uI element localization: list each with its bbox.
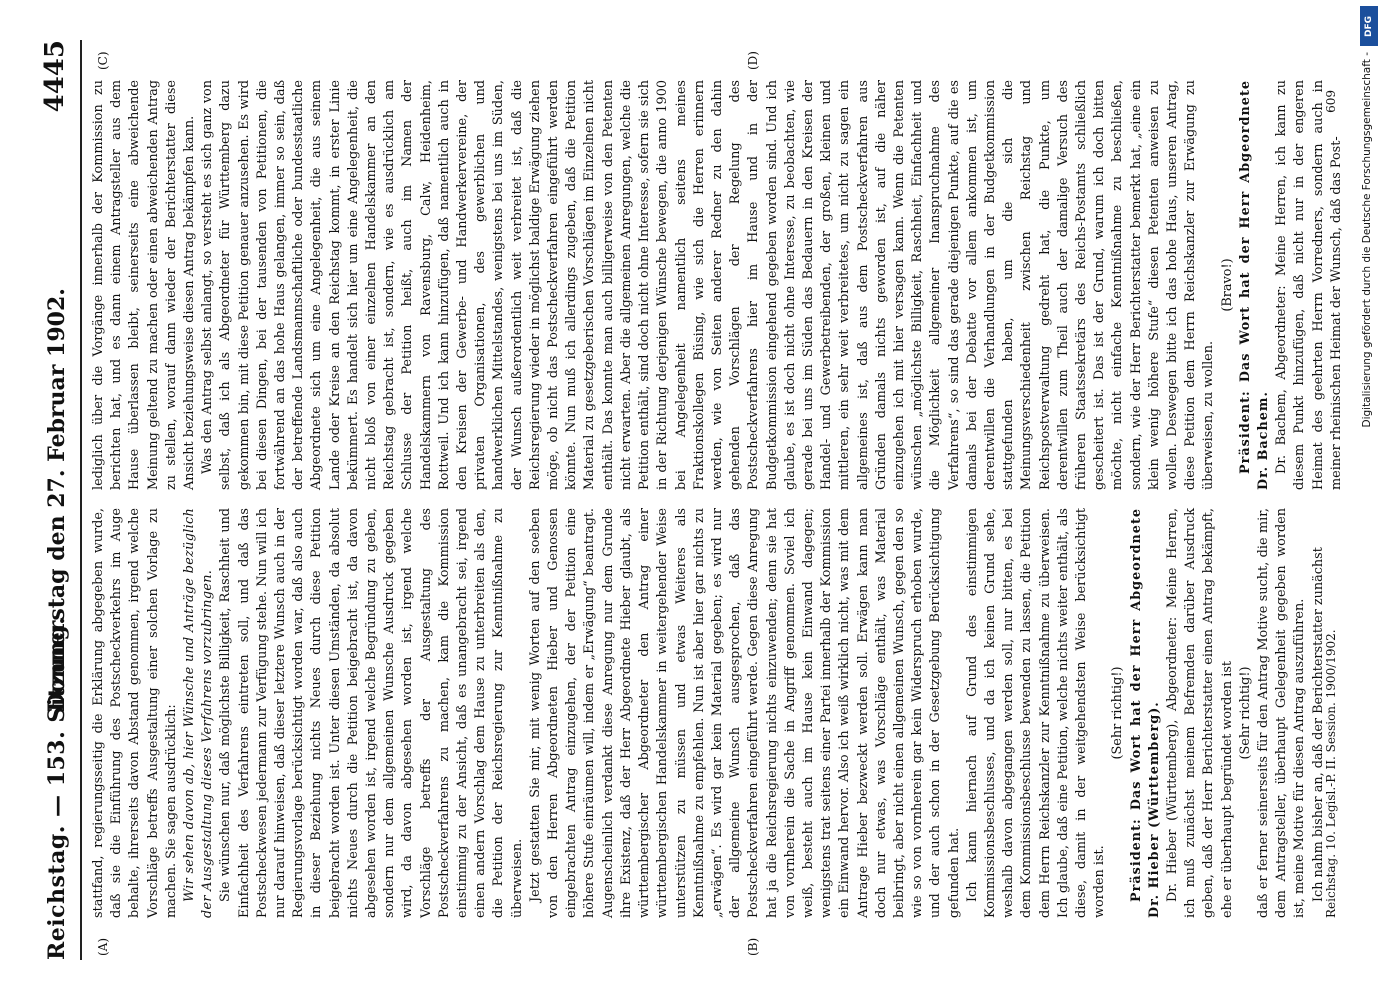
paragraph: Dr. Hieber (Württemberg), Abgeordneter: Meine Herren, ich muß zunächst meinem Befremden darüber Ausdruck geben, daß der Herr Berichterstatter einen Antrag bekämpft, ehe er überhaupt begründet worden ist	[1164, 508, 1235, 918]
paragraph: Ich kann hiernach auf Grund des einstimmigen Kommissionsbeschlusses, und da ich keinen Grund sehe, weshalb davon abgegangen werden soll, nur bitten, es bei dem Kommissionsbeschlusse bewenden zu lassen, die Petition dem Herrn Reichskanzler zur Kenntnißnahme zu überweisen. Ich glaube, daß eine Petition, welche nichts weiter enthält, als diese, damit in der weitgehendsten Weise berücksichtigt worden ist.	[964, 508, 1108, 918]
speaker-line: Präsident: Das Wort hat der Herr Abgeordnete Dr. Bachem.	[1237, 80, 1271, 490]
interjection: (Sehr richtig!)	[1110, 666, 1126, 760]
interjection: (Bravo!)	[1219, 258, 1235, 312]
credit-text: Digitalisierung gefördert durch die Deutsche Forschungsgemeinschaft -	[1361, 52, 1373, 428]
footer-page-number: 609	[1324, 90, 1338, 113]
paragraph: Jetzt gestatten Sie mir, mit wenig Worten auf den soeben von den Herren Abgeordneten Hieber und Genossen eingebrachten Antrag einzugehen, der der Petition eine höhere Stufe einräumen will, indem er „Erwägung“ beantragt. Augenscheinlich verdankt diese Anregung nur dem Grunde ihre Existenz, daß der Herr Abgeordnete Hieber glaubt, als württembergischer Abgeordneter den Antrag einer württembergischen Handelskammer in weitergehender Weise unterstützen zu müssen und etwas Weiteres als Kenntnißnahme zu empfehlen. Nun ist aber hier gar nichts zu „erwägen“. Es wird gar kein Material gegeben; es wird nur der allgemeine Wunsch ausgesprochen, daß das Postscheckverfahren eingeführt werde. Gegen diese Anregung hat ja die Reichsregierung nichts einzuwenden; denn sie hat von vornherein die Sache in Angriff genommen. Soviel ich weiß, besteht auch im Hause kein Einwand dagegen; wenigstens trat seitens einer Partei innerhalb der Kommission ein Einwand hervor. Also ich weiß wirklich nicht, was mit dem Antrage Hieber bezweckt werden soll. Erwägen kann man doch nur etwas, was Vorschläge enthält, was Material beibringt, aber nicht einen allgemeinen Wunsch, gegen den so wie so von vornherein gar kein Widerspruch erhoben wurde, und der auch schon in der Gesetzgebung Berücksichtigung gefunden hat.	[527, 508, 962, 918]
rotated-page	[36, 30, 1346, 970]
header-left: Reichstag. — 153. Sitzung.	[44, 616, 70, 960]
paragraph: daß er ferner seinerseits für den Antrag Motive sucht, die mir, dem Antragsteller, überhaupt Gelegenheit gegeben worden ist, meine Motive für diesen Antrag auszuführen.	[1256, 508, 1308, 918]
left-column	[90, 508, 1326, 918]
interjection: (Sehr richtig!)	[1237, 666, 1253, 760]
marker-d: (D)	[746, 51, 760, 70]
marker-a: (A)	[96, 937, 110, 956]
speaker-line: Präsident: Das Wort hat der Herr Abgeordnete Dr. Hieber (Württemberg).	[1128, 508, 1162, 918]
dfg-logo-icon: DFG	[1360, 6, 1378, 46]
digitization-credit	[1357, 0, 1381, 1000]
header-date: Donnerstag den 27. Februar 1902.	[44, 288, 70, 712]
paragraph: Was den Antrag selbst anlangt, so versteht es sich ganz von selbst, daß ich als Abgeordneter für Württemberg dazu gekommen bin, mit diese Petition genauer anzusehen. Es wird bei diesen Dingen, bei der tausenden von Petitionen, die fortwährend an das hohe Haus gelangen, immer so sein, daß der betreffende Landsmannschaftliche oder bundesstaatliche Abgeordnete sich um eine Angelegenheit, die aus seinem Lande oder Kreise an den Reichstag kommt, in erster Linie bekümmert. Es handelt sich hier um eine Angelegenheit, die nicht bloß von einer einzelnen Handelskammer an den Reichstag gebracht ist, sondern, wie es ausdrücklich am Schlusse der Petition heißt, auch im Namen der Handelskammern von Ravensburg, Calw, Heidenheim, Rottweil. Und ich kann hinzufügen, daß namentlich auch in den Kreisen der Gewerbe- und Handwerkervereine, der privaten Organisationen, des gewerblichen und handwerklichen Mittelstandes, wenigstens bei uns im Süden, der Wunsch außerordentlich weit verbreitet ist, daß die Reichsregierung wieder in möglichst baldige Erwägung ziehen möge, ob nicht das Postscheckverfahren eingeführt werden könnte. Nun muß ich allerdings zugeben, daß die Petition Material zu gesetzgeberischen Vorschlägen im Einzelnen nicht enthält. Das konnte man auch billigerweise von den Petenten nicht erwarten. Aber die allgemeinen Anregungen, welche die Petition enthält, sind doch nicht ohne Interesse, sofern sie sich in der Richtung derjenigen Wünsche bewegen, die anno 1900 bei Angelegenheit namentlich seitens meines Fraktionskollegen Büsing, wie sich die Herren erinnern werden, wie von Seiten anderer Redner zu den dahin gehenden Vorschlägen der Regelung des Postscheckverfahrens hier im Hause und in der Budgetkommission eingehend gegeben worden sind. Und ich glaube, es ist doch nicht ohne Interesse, zu beobachten, wie gerade bei uns im Süden das Bedauern in den Kreisen der Handel- und Gewerbetreibenden, der großen, kleinen und mittleren, ein sehr weit verbreitetes, um nicht zu sagen ein allgemeines ist, daß aus dem Postscheckverfahren aus Gründen damals nichts geworden ist, auf die näher einzugehen ich mit hier versagen kann. Wenn die Petenten wünschen „möglichste Billigkeit, Raschheit, Einfachheit und die Möglichkeit allgemeiner Inanspruchnahme des Verfahrens“, so sind das gerade diejenigen Punkte, auf die es damals bei der Debatte vor allem ankommen ist, um derentwillen die Verhandlungen in der Budgetkommission stattgefunden haben, um die sich die Meinungsverschiedenheit zwischen Reichstag und Reichspostverwaltung gedreht hat, die Punkte, um derentwillen zum Theil auch der damalige Versuch des früheren Staatssekretärs des Reichs-Postamts schließlich gescheitert ist. Das ist der Grund, warum ich doch bitten möchte, nicht einfache Kenntnißnahme zu beschließen, sondern, wie der Herr Berichterstatter bemerkt hat, „eine ein klein wenig höhere Stufe“ diesen Petenten anweisen zu wollen. Deswegen bitte ich das hohe Haus, unseren Antrag, diese Petition dem Herrn Reichskanzler zur Erwägung zu überweisen, zu wollen.	[200, 80, 1217, 490]
marker-b: (B)	[746, 937, 760, 956]
paragraph: Ich nahm bisher an, daß der Berichterstatter zunächst	[1310, 547, 1326, 902]
marker-c: (C)	[96, 51, 110, 70]
footer-citation: Reichstag. 10. Legisl.-P. II. Session. 1900/1902.	[1324, 629, 1338, 918]
quoted-paragraph: Wir sehen davon ab, hier Wünsche und Anträge bezüglich der Ausgestaltung dieses Verfahrens vorzubringen.	[182, 508, 216, 918]
paragraph: lediglich über die Vorgänge innerhalb der Kommission zu berichten hat, und es dann einem Antragsteller aus dem Hause überlassen bleibt, seinerseits eine abweichende Meinung geltend zu machen oder einen abweichenden Antrag zu stellen, worauf dann wieder der Berichterstatter diese Ansicht beziehungsweise diesen Antrag bekämpfen kann.	[91, 80, 198, 490]
paragraph: Sie wünschen nur, daß möglichste Billigkeit, Raschheit und Einfachheit des Verfahrens eintreten soll, und daß das Postscheckwesen jedermann zur Verfügung stehe. Nun will ich nur darauf hinweisen, daß dieser letztere Wunsch auch in der Regierungsvorlage berücksichtigt worden war, daß also auch in dieser Beziehung nichts Neues durch diese Petition beigebracht worden ist. Unter diesen Umständen, da absolut nichts Neues durch die Petition beigebracht ist, da davon abgesehen worden ist, irgend welche Begründung zu geben, sondern nur dem allgemeinen Wunsche Ausdruck gegeben wird, da davon abgesehen worden ist, irgend welche Vorschläge betreffs der Ausgestaltung des Postscheckverfahrens zu machen, kam die Kommission einstimmig zu der Ansicht, daß es unangebracht sei, irgend einen andern Vorschlag dem Hause zu unterbreiten als den, die Petition der Reichsregierung zur Kenntnißnahme zu überweisen.	[218, 508, 525, 918]
header-page-number: 4445	[40, 40, 70, 113]
paragraph: stattfand, regierungsseitig die Erklärung abgegeben wurde, daß sie die Einführung des Postscheckverkehrs im Auge behalte, ihrerseits davon Abstand genommen, irgend welche Vorschläge betreffs Ausgestaltung einer solchen Vorlage zu machen. Sie sagen ausdrücklich:	[91, 508, 179, 918]
paragraph: Dr. Bachem, Abgeordneter: Meine Herren, ich kann zu diesem Punkt hinzufügen, daß nicht nur in der engeren Heimat des geehrten Herrn Vorredners, sondern auch in meiner rheinischen Heimat der Wunsch, daß das Post-	[1274, 80, 1344, 490]
page-header	[40, 40, 82, 960]
